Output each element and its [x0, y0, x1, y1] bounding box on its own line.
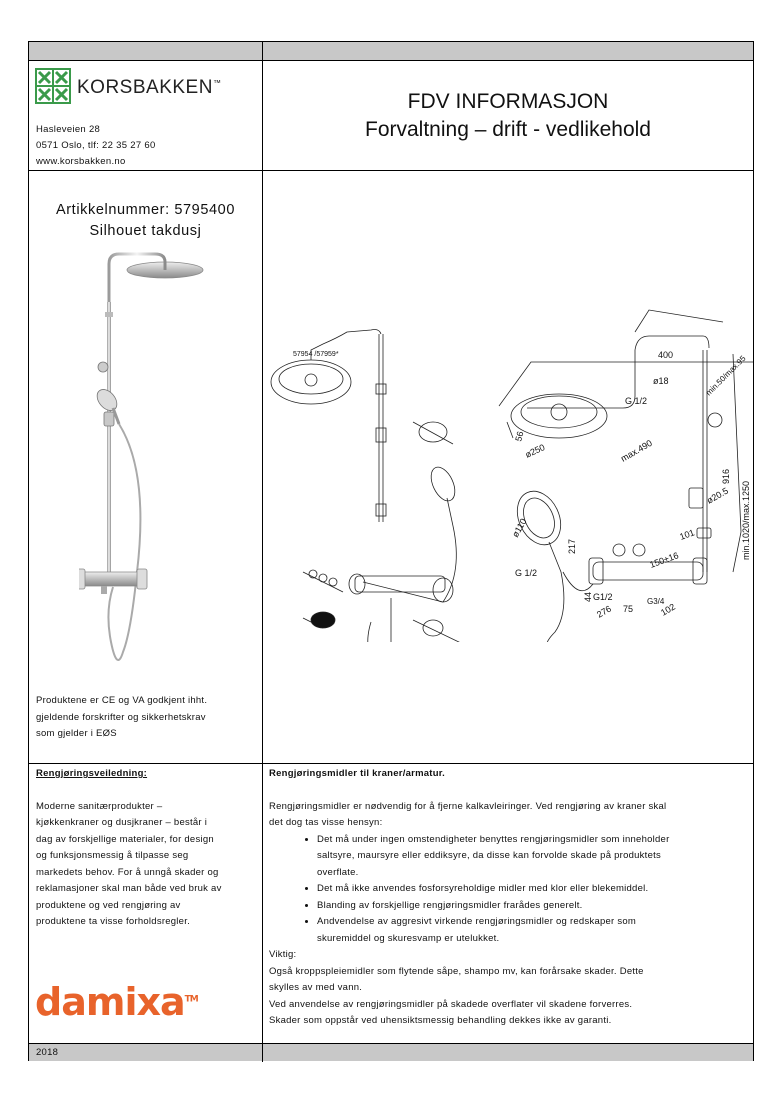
dim-916: 916: [721, 468, 731, 484]
cleaning-guide-paragraph: [36, 799, 258, 931]
cleaning-guide: [36, 766, 258, 931]
paragraph-line: dag av forskjellige materialer, for design: [36, 833, 214, 845]
approval-line: gjeldende forskrifter og sikkerhetskrav: [36, 711, 206, 723]
note-line: skylles av med vann.: [269, 982, 363, 993]
list-item-line: • Blanding av forskjellige rengjøringsmidler frarådes generelt.: [317, 899, 583, 911]
note-text: [269, 964, 749, 1030]
list-item-line: • Det må ikke anvendes fosforsyreholdige midler med klor eller blekemiddel.: [317, 883, 649, 894]
dim-205: ø20.5: [705, 485, 730, 506]
article-number: Artikkelnummer: 5795400: [55, 202, 236, 218]
paragraph-line: reklamasjoner skal man både ved bruk av: [36, 883, 222, 894]
damixa-logo: [35, 980, 198, 1024]
dim-g12-mixer: G1/2: [593, 592, 613, 602]
approval-text: [36, 693, 258, 743]
dim-g12: G 1/2: [625, 396, 648, 406]
list-item-line: saltsyre, maursyre eller eddiksyre, da disse kan forvolde skade på produktets: [317, 850, 661, 861]
dim-110: ø110: [510, 516, 529, 539]
list-item: [317, 898, 749, 915]
address-line: Hasleveien 28: [36, 124, 101, 135]
cleaning-guide-heading: Rengjøringsveiledning:: [36, 768, 148, 779]
cleaning-agents: [269, 766, 749, 1030]
list-item: [317, 914, 749, 947]
dim-150: 150±16: [648, 550, 680, 570]
footer-year: 2018: [36, 1047, 59, 1058]
note-label: Viktig:: [269, 949, 297, 960]
paragraph-line: Moderne sanitærprodukter –: [36, 800, 163, 812]
divider: [29, 170, 753, 171]
footer-right: [263, 1044, 753, 1061]
product-name: Silhouet takdusj: [89, 223, 202, 239]
paragraph-line: markedets behov. For å unngå skader og: [36, 866, 219, 878]
cleaning-rules-list: [269, 832, 749, 948]
company-name: KORSBAKKEN: [77, 77, 213, 98]
intro-text: [269, 799, 749, 832]
list-item-line: overflate.: [317, 866, 359, 878]
list-item-line: skuremiddel og skuresvamp er utelukket.: [317, 932, 500, 944]
korsbakken-logo: [35, 68, 257, 108]
damixa-name: damixa: [35, 980, 185, 1024]
title-line-1: FDV INFORMASJON: [407, 90, 609, 113]
note-line: Også kroppspleiemidler som flytende såpe, shampo mv, kan forårsake skader. Dette: [269, 965, 644, 977]
web-address: www.korsbakken.no: [36, 156, 126, 167]
city-phone: 0571 Oslo, tlf: 22 35 27 60: [36, 140, 156, 151]
paragraph-line: produktene ta visse forholdsregler.: [36, 916, 190, 927]
technical-drawing: [263, 272, 753, 642]
list-item-line: • Det må under ingen omstendigheter benyttes rengjøringsmidler som inneholder: [317, 833, 670, 845]
dim-18: ø18: [653, 376, 669, 386]
footer-left: [29, 1044, 262, 1061]
dim-min50: min.50/max.95: [704, 353, 748, 398]
drawing-part-number: 57954 /57959*: [293, 351, 339, 358]
dim-102: 102: [659, 601, 678, 618]
dim-g12-hand: G 1/2: [515, 568, 538, 578]
header-band-left: [29, 42, 262, 60]
korsbakken-logo-icon: [35, 68, 71, 104]
paragraph-line: kjøkkenkraner og dusjkraner – består i: [36, 817, 208, 828]
paragraph-line: produktene og ved rengjøring av: [36, 899, 181, 911]
approval-line: Produktene er CE og VA godkjent ihht.: [36, 695, 208, 706]
approval-line: som gjelder i EØS: [36, 728, 117, 739]
intro-line: Rengjøringsmidler er nødvendig for å fjerne kalkavleiringer. Ved rengjøring av kraner skal: [269, 800, 667, 812]
product-image: [79, 242, 219, 662]
header-band-right: [263, 42, 753, 60]
title-line-2: Forvaltning – drift - vedlikehold: [365, 118, 651, 141]
product-heading: [29, 200, 262, 242]
note-line: Ved anvendelse av rengjøringsmidler på skadede overflater vil skadene forverres.: [269, 998, 633, 1010]
list-item: [317, 832, 749, 882]
paragraph-line: og funksjonsmessig å tilpasse seg: [36, 850, 189, 861]
dim-height: min.1020/max.1250: [741, 480, 751, 560]
list-item: [317, 881, 749, 898]
dim-276: 276: [595, 603, 614, 620]
dim-max490: max.490: [619, 437, 654, 464]
divider: [29, 60, 753, 61]
dim-217: 217: [567, 538, 577, 554]
divider: [29, 763, 753, 764]
page-title: [263, 88, 753, 144]
dim-101: 101: [678, 527, 696, 542]
note-line: Skader som oppstår ved uhensiktsmessig behandling dekkes ikke av garanti.: [269, 1015, 612, 1026]
dim-g34: G3/4: [647, 597, 665, 606]
company-address: [36, 122, 258, 170]
company-trademark: ™: [212, 78, 222, 88]
damixa-trademark: TM: [184, 994, 198, 1005]
dim-250: ø250: [523, 442, 547, 460]
dim-56: 56: [513, 430, 526, 443]
intro-line: det dog tas visse hensyn:: [269, 817, 383, 828]
dim-400: 400: [658, 350, 674, 360]
cleaning-agents-heading: Rengjøringsmidler til kraner/armatur.: [269, 768, 446, 779]
dim-44: 44: [583, 591, 593, 602]
dim-75: 75: [623, 604, 634, 614]
fdv-document-sheet: [28, 41, 754, 1061]
list-item-line: • Andvendelse av aggresivt virkende rengjøringsmidler og redskaper som: [317, 916, 637, 927]
